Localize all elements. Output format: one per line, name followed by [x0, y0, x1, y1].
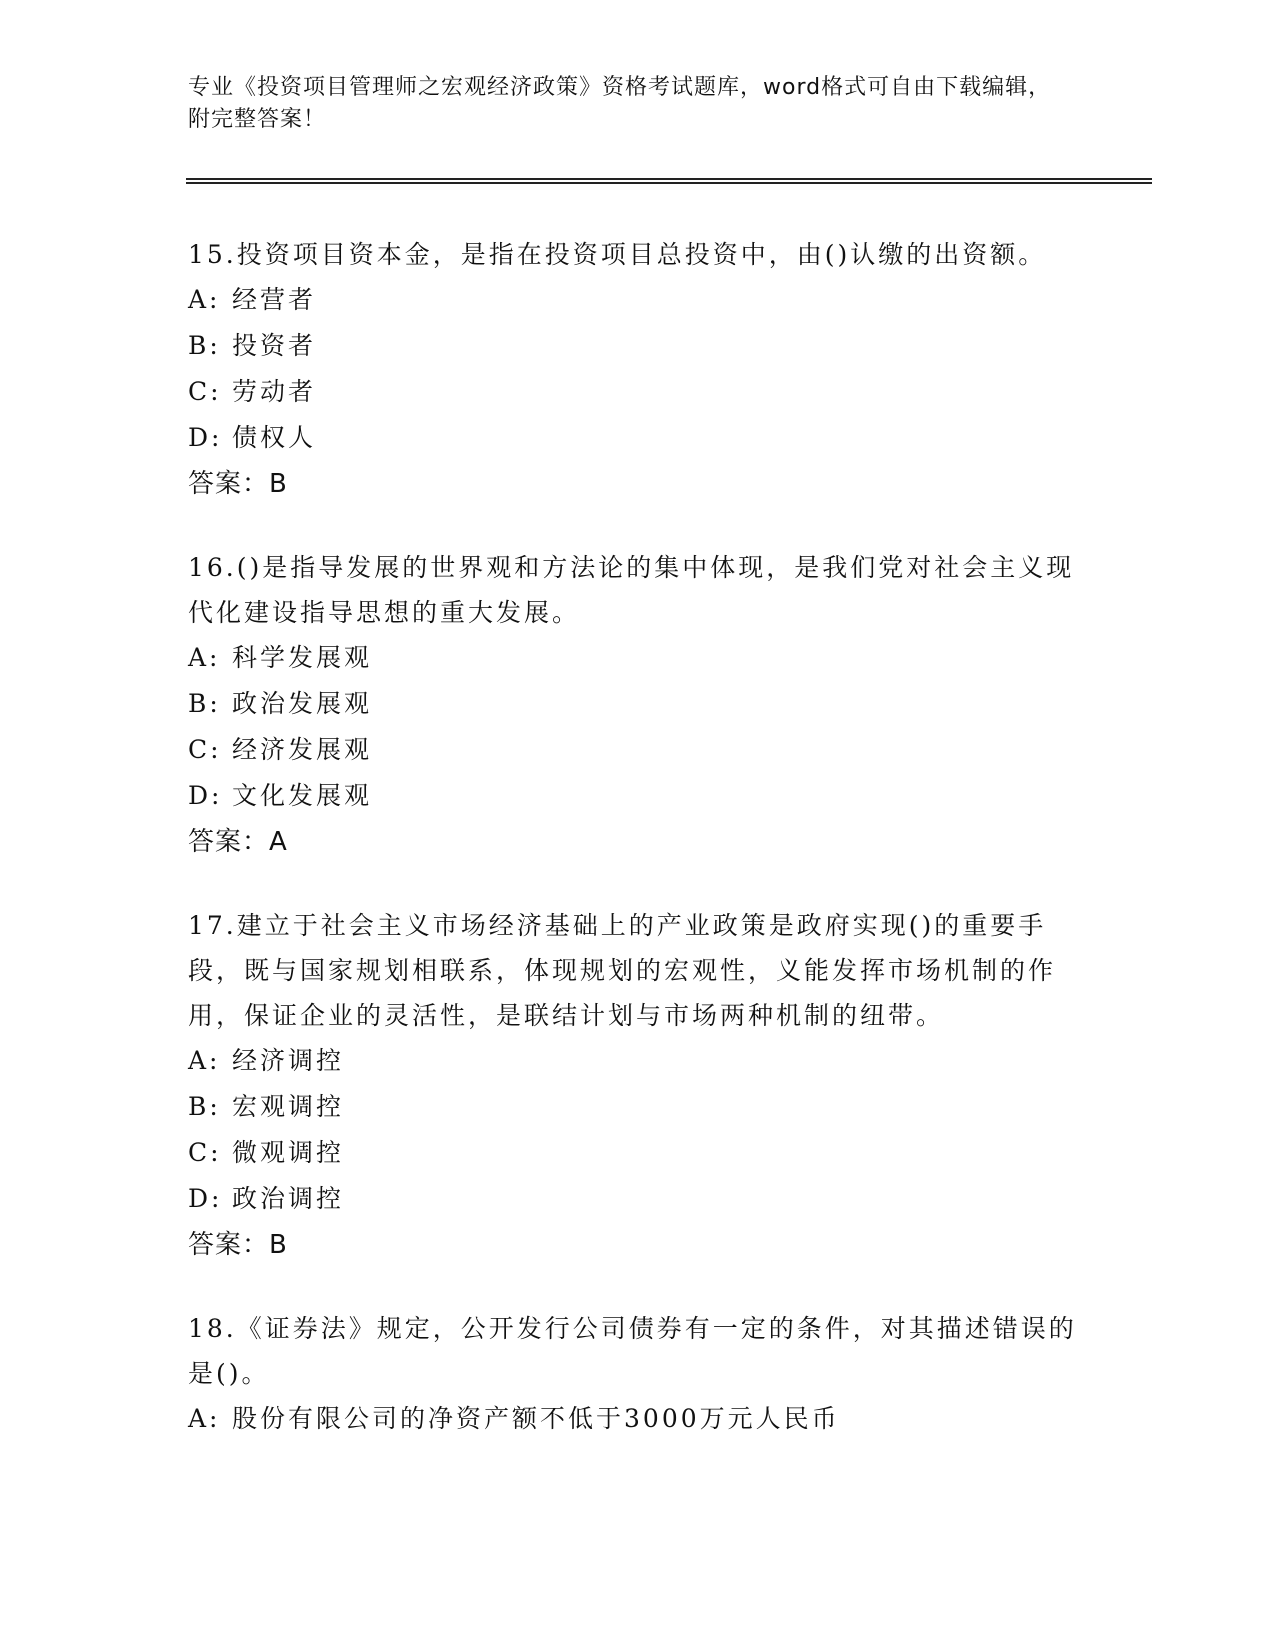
- option-d: [188, 1176, 1088, 1222]
- option-letter: B:: [188, 331, 221, 360]
- option-letter: A:: [188, 1046, 221, 1075]
- option-c: [188, 1130, 1088, 1176]
- option-c: [188, 727, 1088, 773]
- answer-line: 答案：B: [188, 469, 288, 499]
- option-a: [188, 1038, 1088, 1084]
- option-a: [188, 635, 1088, 681]
- question-stem: 16.()是指导发展的世界观和方法论的集中体现，是我们党对社会主义现代化建设指导思想的重大发展。: [188, 553, 1075, 627]
- question-18: [188, 1306, 1088, 1442]
- option-text: 政治调控: [232, 1184, 345, 1213]
- option-letter: B:: [188, 1092, 221, 1121]
- question-15: [188, 232, 1088, 507]
- option-text: 科学发展观: [232, 643, 373, 672]
- option-c: [188, 369, 1088, 415]
- option-letter: A:: [188, 1404, 221, 1433]
- question-17: [188, 903, 1088, 1268]
- option-text: 经济调控: [232, 1046, 345, 1075]
- option-text: 微观调控: [232, 1138, 345, 1167]
- option-text: 投资者: [232, 331, 317, 360]
- option-text: 股份有限公司的净资产额不低于3000万元人民币: [232, 1404, 840, 1433]
- option-letter: D:: [188, 423, 223, 452]
- question-stem: 17.建立于社会主义市场经济基础上的产业政策是政府实现()的重要手段，既与国家规划相联系，体现规划的宏观性，义能发挥市场机制的作用，保证企业的灵活性，是联结计划与市场两种机制的纽带。: [188, 911, 1057, 1030]
- answer-line: 答案：B: [188, 1230, 288, 1260]
- answer-line: 答案：A: [188, 827, 288, 857]
- option-letter: C:: [188, 735, 222, 764]
- question-stem: 18.《证券法》规定，公开发行公司债券有一定的条件，对其描述错误的是()。: [188, 1314, 1077, 1388]
- header-divider: [186, 178, 1152, 184]
- option-letter: A:: [188, 285, 221, 314]
- document-header: 专业《投资项目管理师之宏观经济政策》资格考试题库，word格式可自由下载编辑，附完整答案！: [188, 75, 1052, 132]
- option-d: [188, 773, 1088, 819]
- option-text: 债权人: [232, 423, 317, 452]
- option-letter: D:: [188, 1184, 223, 1213]
- option-b: [188, 1084, 1088, 1130]
- option-b: [188, 681, 1088, 727]
- option-letter: C:: [188, 1138, 222, 1167]
- option-text: 文化发展观: [232, 781, 373, 810]
- option-text: 经济发展观: [232, 735, 373, 764]
- question-stem: 15.投资项目资本金，是指在投资项目总投资中，由()认缴的出资额。: [188, 240, 1047, 269]
- option-letter: D:: [188, 781, 223, 810]
- option-text: 劳动者: [232, 377, 317, 406]
- option-d: [188, 415, 1088, 461]
- option-letter: A:: [188, 643, 221, 672]
- option-text: 政治发展观: [232, 689, 373, 718]
- option-letter: C:: [188, 377, 222, 406]
- option-a: [188, 1396, 1088, 1442]
- question-list: [188, 232, 1088, 1480]
- option-text: 宏观调控: [232, 1092, 345, 1121]
- option-text: 经营者: [232, 285, 317, 314]
- option-b: [188, 323, 1088, 369]
- option-letter: B:: [188, 689, 221, 718]
- question-16: [188, 545, 1088, 865]
- option-a: [188, 277, 1088, 323]
